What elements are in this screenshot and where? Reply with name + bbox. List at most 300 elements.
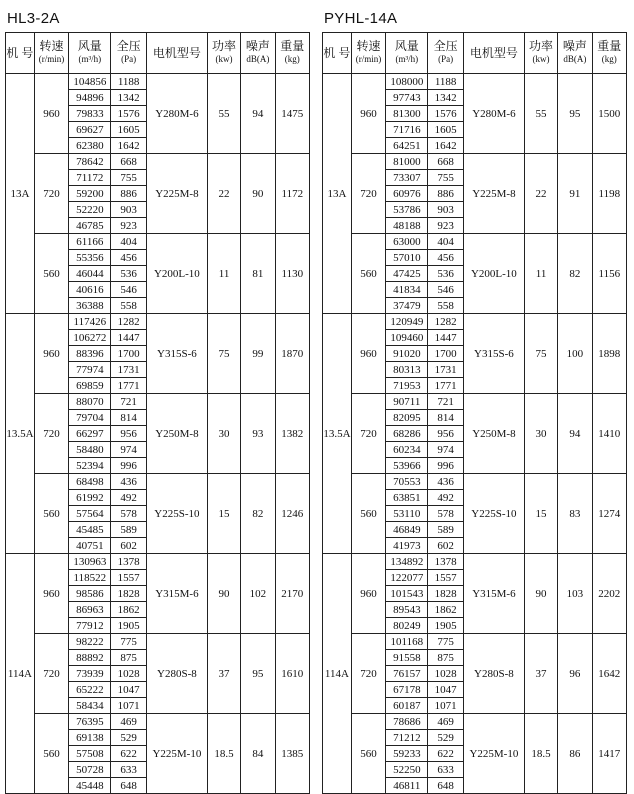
- table-row: [323, 234, 627, 250]
- header-power: [207, 33, 240, 74]
- pressure-cell: 1605: [111, 122, 147, 138]
- table-row: [6, 634, 310, 650]
- header-noise: [241, 33, 275, 74]
- pressure-cell: 668: [111, 154, 147, 170]
- power-cell: 37: [207, 634, 240, 714]
- pressure-cell: 529: [111, 730, 147, 746]
- pressure-cell: 436: [428, 474, 464, 490]
- fan-spec-table: [5, 32, 310, 794]
- airflow-cell: 97743: [386, 90, 428, 106]
- airflow-cell: 37479: [386, 298, 428, 314]
- pressure-cell: 1905: [428, 618, 464, 634]
- header-power-unit: (kw): [215, 54, 233, 64]
- pressure-cell: 1862: [111, 602, 147, 618]
- table-row: [323, 394, 627, 410]
- weight-cell: 1156: [592, 234, 626, 314]
- noise-cell: 82: [558, 234, 592, 314]
- model-cell: 114A: [6, 554, 35, 794]
- speed-cell: 720: [351, 394, 385, 474]
- airflow-cell: 69859: [69, 378, 111, 394]
- pressure-cell: 492: [428, 490, 464, 506]
- motor-cell: Y280M-6: [463, 74, 524, 154]
- noise-cell: 94: [558, 394, 592, 474]
- noise-cell: 100: [558, 314, 592, 394]
- pressure-cell: 755: [428, 170, 464, 186]
- motor-cell: Y280S-8: [146, 634, 207, 714]
- header-weight-unit: (kg): [601, 54, 617, 64]
- header-pressure-unit: (Pa): [438, 54, 454, 64]
- pressure-cell: 1576: [111, 106, 147, 122]
- airflow-cell: 60187: [386, 698, 428, 714]
- pressure-cell: 1557: [428, 570, 464, 586]
- weight-cell: 2202: [592, 554, 626, 634]
- pressure-cell: 529: [428, 730, 464, 746]
- header-power-unit: (kw): [532, 54, 550, 64]
- weight-cell: 1610: [275, 634, 309, 714]
- airflow-cell: 60234: [386, 442, 428, 458]
- pressure-cell: 558: [111, 298, 147, 314]
- motor-cell: Y315S-6: [146, 314, 207, 394]
- pressure-cell: 589: [428, 522, 464, 538]
- pressure-cell: 589: [111, 522, 147, 538]
- pressure-cell: 1576: [428, 106, 464, 122]
- airflow-cell: 78642: [69, 154, 111, 170]
- speed-cell: 720: [34, 634, 68, 714]
- weight-cell: 1475: [275, 74, 309, 154]
- weight-cell: 1642: [592, 634, 626, 714]
- motor-cell: Y250M-8: [146, 394, 207, 474]
- airflow-cell: 89543: [386, 602, 428, 618]
- pressure-cell: 875: [111, 650, 147, 666]
- motor-cell: Y225S-10: [463, 474, 524, 554]
- noise-cell: 103: [558, 554, 592, 634]
- header-power: [524, 33, 557, 74]
- airflow-cell: 94896: [69, 90, 111, 106]
- airflow-cell: 63000: [386, 234, 428, 250]
- power-cell: 11: [524, 234, 557, 314]
- table-row: [6, 154, 310, 170]
- airflow-cell: 57564: [69, 506, 111, 522]
- pressure-cell: 1071: [428, 698, 464, 714]
- airflow-cell: 122077: [386, 570, 428, 586]
- airflow-cell: 71212: [386, 730, 428, 746]
- airflow-cell: 73939: [69, 666, 111, 682]
- motor-cell: Y225M-10: [146, 714, 207, 794]
- header-model-no: [323, 33, 352, 74]
- pressure-cell: 404: [111, 234, 147, 250]
- airflow-cell: 47425: [386, 266, 428, 282]
- pressure-cell: 456: [428, 250, 464, 266]
- airflow-cell: 64251: [386, 138, 428, 154]
- airflow-cell: 52220: [69, 202, 111, 218]
- pressure-cell: 1642: [428, 138, 464, 154]
- airflow-cell: 46044: [69, 266, 111, 282]
- airflow-cell: 46849: [386, 522, 428, 538]
- header-airflow-label: 风量: [77, 39, 102, 53]
- header-airflow-unit: (m³/h): [78, 54, 102, 64]
- model-cell: 13A: [6, 74, 35, 314]
- pressure-cell: 903: [428, 202, 464, 218]
- weight-cell: 1385: [275, 714, 309, 794]
- table-row: [6, 474, 310, 490]
- speed-cell: 960: [351, 554, 385, 634]
- airflow-cell: 108000: [386, 74, 428, 90]
- table-row: [6, 554, 310, 570]
- airflow-cell: 53966: [386, 458, 428, 474]
- pressure-cell: 1188: [111, 74, 147, 90]
- pressure-cell: 903: [111, 202, 147, 218]
- pressure-cell: 1378: [428, 554, 464, 570]
- motor-cell: Y315M-6: [146, 554, 207, 634]
- airflow-cell: 71172: [69, 170, 111, 186]
- pressure-cell: 648: [111, 778, 147, 794]
- power-cell: 90: [207, 554, 240, 634]
- noise-cell: 83: [558, 474, 592, 554]
- pressure-cell: 602: [111, 538, 147, 554]
- airflow-cell: 86963: [69, 602, 111, 618]
- airflow-cell: 91558: [386, 650, 428, 666]
- airflow-cell: 53786: [386, 202, 428, 218]
- airflow-cell: 61992: [69, 490, 111, 506]
- airflow-cell: 79704: [69, 410, 111, 426]
- table-row: [6, 74, 310, 90]
- weight-cell: 1382: [275, 394, 309, 474]
- pressure-cell: 974: [111, 442, 147, 458]
- weight-cell: 1198: [592, 154, 626, 234]
- power-cell: 75: [207, 314, 240, 394]
- table-row: [6, 314, 310, 330]
- airflow-cell: 78686: [386, 714, 428, 730]
- airflow-cell: 69627: [69, 122, 111, 138]
- airflow-cell: 41973: [386, 538, 428, 554]
- airflow-cell: 63851: [386, 490, 428, 506]
- airflow-cell: 40616: [69, 282, 111, 298]
- model-cell: 13.5A: [6, 314, 35, 554]
- header-pressure-unit: (Pa): [121, 54, 137, 64]
- airflow-cell: 73307: [386, 170, 428, 186]
- airflow-cell: 101543: [386, 586, 428, 602]
- airflow-cell: 52250: [386, 762, 428, 778]
- pressure-cell: 578: [428, 506, 464, 522]
- airflow-cell: 109460: [386, 330, 428, 346]
- weight-cell: 1172: [275, 154, 309, 234]
- pressure-cell: 404: [428, 234, 464, 250]
- airflow-cell: 68498: [69, 474, 111, 490]
- pressure-cell: 814: [111, 410, 147, 426]
- header-airflow: [386, 33, 428, 74]
- airflow-cell: 81300: [386, 106, 428, 122]
- header-speed-label: 转速: [39, 39, 64, 53]
- speed-cell: 960: [34, 74, 68, 154]
- fan-spec-table: [322, 32, 627, 794]
- pressure-cell: 996: [428, 458, 464, 474]
- weight-cell: 1130: [275, 234, 309, 314]
- pressure-cell: 633: [428, 762, 464, 778]
- airflow-cell: 46785: [69, 218, 111, 234]
- power-cell: 18.5: [524, 714, 557, 794]
- pressure-cell: 1905: [111, 618, 147, 634]
- airflow-cell: 61166: [69, 234, 111, 250]
- header-weight: [592, 33, 626, 74]
- pressure-cell: 1828: [428, 586, 464, 602]
- pressure-cell: 546: [111, 282, 147, 298]
- airflow-cell: 88396: [69, 346, 111, 362]
- airflow-cell: 98222: [69, 634, 111, 650]
- table-row: [6, 714, 310, 730]
- airflow-cell: 91020: [386, 346, 428, 362]
- pressure-cell: 1605: [428, 122, 464, 138]
- power-cell: 11: [207, 234, 240, 314]
- pressure-cell: 622: [428, 746, 464, 762]
- pressure-cell: 974: [428, 442, 464, 458]
- table-row: [323, 554, 627, 570]
- pressure-cell: 775: [428, 634, 464, 650]
- speed-cell: 720: [34, 154, 68, 234]
- noise-cell: 99: [241, 314, 275, 394]
- airflow-cell: 104856: [69, 74, 111, 90]
- panel-hl3-2a: [5, 6, 310, 794]
- pressure-cell: 1378: [111, 554, 147, 570]
- table-row: [323, 314, 627, 330]
- header-weight: [275, 33, 309, 74]
- pressure-cell: 755: [111, 170, 147, 186]
- header-pressure-label: 全压: [433, 39, 458, 53]
- pressure-cell: 536: [111, 266, 147, 282]
- airflow-cell: 48188: [386, 218, 428, 234]
- pressure-cell: 1071: [111, 698, 147, 714]
- airflow-cell: 66297: [69, 426, 111, 442]
- table-title: HL3-2A: [7, 10, 60, 27]
- airflow-cell: 117426: [69, 314, 111, 330]
- pressure-cell: 1642: [111, 138, 147, 154]
- speed-cell: 960: [34, 554, 68, 634]
- pressure-cell: 1188: [428, 74, 464, 90]
- airflow-cell: 69138: [69, 730, 111, 746]
- header-noise-unit: dB(A): [563, 54, 587, 64]
- panel-pyhl-14a: [322, 6, 627, 794]
- pressure-cell: 1342: [111, 90, 147, 106]
- noise-cell: 93: [241, 394, 275, 474]
- table-row: [323, 74, 627, 90]
- speed-cell: 720: [34, 394, 68, 474]
- header-speed: [351, 33, 385, 74]
- pressure-cell: 956: [428, 426, 464, 442]
- power-cell: 55: [524, 74, 557, 154]
- airflow-cell: 65222: [69, 682, 111, 698]
- airflow-cell: 59200: [69, 186, 111, 202]
- weight-cell: 1274: [592, 474, 626, 554]
- airflow-cell: 68286: [386, 426, 428, 442]
- airflow-cell: 76395: [69, 714, 111, 730]
- motor-cell: Y200L-10: [463, 234, 524, 314]
- pressure-cell: 456: [111, 250, 147, 266]
- pressure-cell: 1028: [111, 666, 147, 682]
- pressure-cell: 1731: [428, 362, 464, 378]
- pressure-cell: 1700: [111, 346, 147, 362]
- header-weight-label: 重量: [597, 39, 622, 53]
- airflow-cell: 57508: [69, 746, 111, 762]
- noise-cell: 82: [241, 474, 275, 554]
- pressure-cell: 1028: [428, 666, 464, 682]
- speed-cell: 960: [34, 314, 68, 394]
- pressure-cell: 721: [428, 394, 464, 410]
- header-row: [323, 33, 627, 74]
- header-speed-unit: (r/min): [38, 54, 65, 64]
- power-cell: 15: [524, 474, 557, 554]
- airflow-cell: 80249: [386, 618, 428, 634]
- power-cell: 30: [207, 394, 240, 474]
- pressure-cell: 1447: [428, 330, 464, 346]
- speed-cell: 960: [351, 314, 385, 394]
- noise-cell: 91: [558, 154, 592, 234]
- pressure-cell: 648: [428, 778, 464, 794]
- header-airflow-label: 风量: [394, 39, 419, 53]
- pressure-cell: 1862: [428, 602, 464, 618]
- noise-cell: 95: [558, 74, 592, 154]
- motor-cell: Y225M-8: [146, 154, 207, 234]
- header-speed-label: 转速: [356, 39, 381, 53]
- pressure-cell: 546: [428, 282, 464, 298]
- motor-cell: Y315M-6: [463, 554, 524, 634]
- airflow-cell: 80313: [386, 362, 428, 378]
- airflow-cell: 60976: [386, 186, 428, 202]
- airflow-cell: 88892: [69, 650, 111, 666]
- header-model-no-label: 机 号: [6, 45, 34, 60]
- airflow-cell: 40751: [69, 538, 111, 554]
- speed-cell: 560: [351, 234, 385, 314]
- noise-cell: 95: [241, 634, 275, 714]
- noise-cell: 90: [241, 154, 275, 234]
- pressure-cell: 1700: [428, 346, 464, 362]
- airflow-cell: 59233: [386, 746, 428, 762]
- airflow-cell: 57010: [386, 250, 428, 266]
- airflow-cell: 76157: [386, 666, 428, 682]
- airflow-cell: 45485: [69, 522, 111, 538]
- pressure-cell: 886: [111, 186, 147, 202]
- motor-cell: Y225M-8: [463, 154, 524, 234]
- speed-cell: 560: [34, 474, 68, 554]
- speed-cell: 720: [351, 634, 385, 714]
- header-weight-unit: (kg): [284, 54, 300, 64]
- airflow-cell: 55356: [69, 250, 111, 266]
- pressure-cell: 469: [111, 714, 147, 730]
- header-motor-label: 电机型号: [152, 45, 201, 60]
- airflow-cell: 118522: [69, 570, 111, 586]
- motor-cell: Y280S-8: [463, 634, 524, 714]
- airflow-cell: 53110: [386, 506, 428, 522]
- pressure-cell: 436: [111, 474, 147, 490]
- weight-cell: 1410: [592, 394, 626, 474]
- airflow-cell: 120949: [386, 314, 428, 330]
- weight-cell: 1500: [592, 74, 626, 154]
- speed-cell: 560: [34, 714, 68, 794]
- table-row: [6, 234, 310, 250]
- airflow-cell: 67178: [386, 682, 428, 698]
- pressure-cell: 721: [111, 394, 147, 410]
- pressure-cell: 956: [111, 426, 147, 442]
- speed-cell: 560: [34, 234, 68, 314]
- pressure-cell: 536: [428, 266, 464, 282]
- pressure-cell: 814: [428, 410, 464, 426]
- power-cell: 30: [524, 394, 557, 474]
- airflow-cell: 134892: [386, 554, 428, 570]
- header-speed: [34, 33, 68, 74]
- pressure-cell: 622: [111, 746, 147, 762]
- pressure-cell: 1828: [111, 586, 147, 602]
- power-cell: 90: [524, 554, 557, 634]
- weight-cell: 1898: [592, 314, 626, 394]
- header-airflow: [69, 33, 111, 74]
- header-motor: [146, 33, 207, 74]
- pressure-cell: 1047: [111, 682, 147, 698]
- pressure-cell: 1771: [428, 378, 464, 394]
- header-motor: [463, 33, 524, 74]
- header-noise: [558, 33, 592, 74]
- header-pressure: [111, 33, 147, 74]
- airflow-cell: 45448: [69, 778, 111, 794]
- speed-cell: 720: [351, 154, 385, 234]
- pressure-cell: 923: [428, 218, 464, 234]
- weight-cell: 1870: [275, 314, 309, 394]
- airflow-cell: 77912: [69, 618, 111, 634]
- noise-cell: 84: [241, 714, 275, 794]
- header-motor-label: 电机型号: [469, 45, 518, 60]
- airflow-cell: 46811: [386, 778, 428, 794]
- airflow-cell: 106272: [69, 330, 111, 346]
- noise-cell: 81: [241, 234, 275, 314]
- motor-cell: Y315S-6: [463, 314, 524, 394]
- header-weight-label: 重量: [280, 39, 305, 53]
- motor-cell: Y250M-8: [463, 394, 524, 474]
- airflow-cell: 62380: [69, 138, 111, 154]
- table-row: [323, 154, 627, 170]
- header-pressure-label: 全压: [116, 39, 141, 53]
- airflow-cell: 71953: [386, 378, 428, 394]
- pressure-cell: 668: [428, 154, 464, 170]
- pressure-cell: 996: [111, 458, 147, 474]
- airflow-cell: 130963: [69, 554, 111, 570]
- weight-cell: 1417: [592, 714, 626, 794]
- motor-cell: Y225M-10: [463, 714, 524, 794]
- pressure-cell: 633: [111, 762, 147, 778]
- speed-cell: 560: [351, 474, 385, 554]
- airflow-cell: 82095: [386, 410, 428, 426]
- airflow-cell: 36388: [69, 298, 111, 314]
- table-row: [323, 714, 627, 730]
- header-power-label: 功率: [529, 39, 554, 53]
- pressure-cell: 886: [428, 186, 464, 202]
- header-power-label: 功率: [212, 39, 237, 53]
- header-pressure: [428, 33, 464, 74]
- power-cell: 22: [524, 154, 557, 234]
- airflow-cell: 52394: [69, 458, 111, 474]
- header-speed-unit: (r/min): [355, 54, 382, 64]
- pressure-cell: 578: [111, 506, 147, 522]
- pressure-cell: 1447: [111, 330, 147, 346]
- speed-cell: 960: [351, 74, 385, 154]
- motor-cell: Y200L-10: [146, 234, 207, 314]
- pressure-cell: 1771: [111, 378, 147, 394]
- pressure-cell: 558: [428, 298, 464, 314]
- table-row: [323, 474, 627, 490]
- header-row: [6, 33, 310, 74]
- pressure-cell: 775: [111, 634, 147, 650]
- airflow-cell: 101168: [386, 634, 428, 650]
- motor-cell: Y280M-6: [146, 74, 207, 154]
- weight-cell: 1246: [275, 474, 309, 554]
- header-noise-label: 噪声: [245, 39, 270, 53]
- pressure-cell: 1047: [428, 682, 464, 698]
